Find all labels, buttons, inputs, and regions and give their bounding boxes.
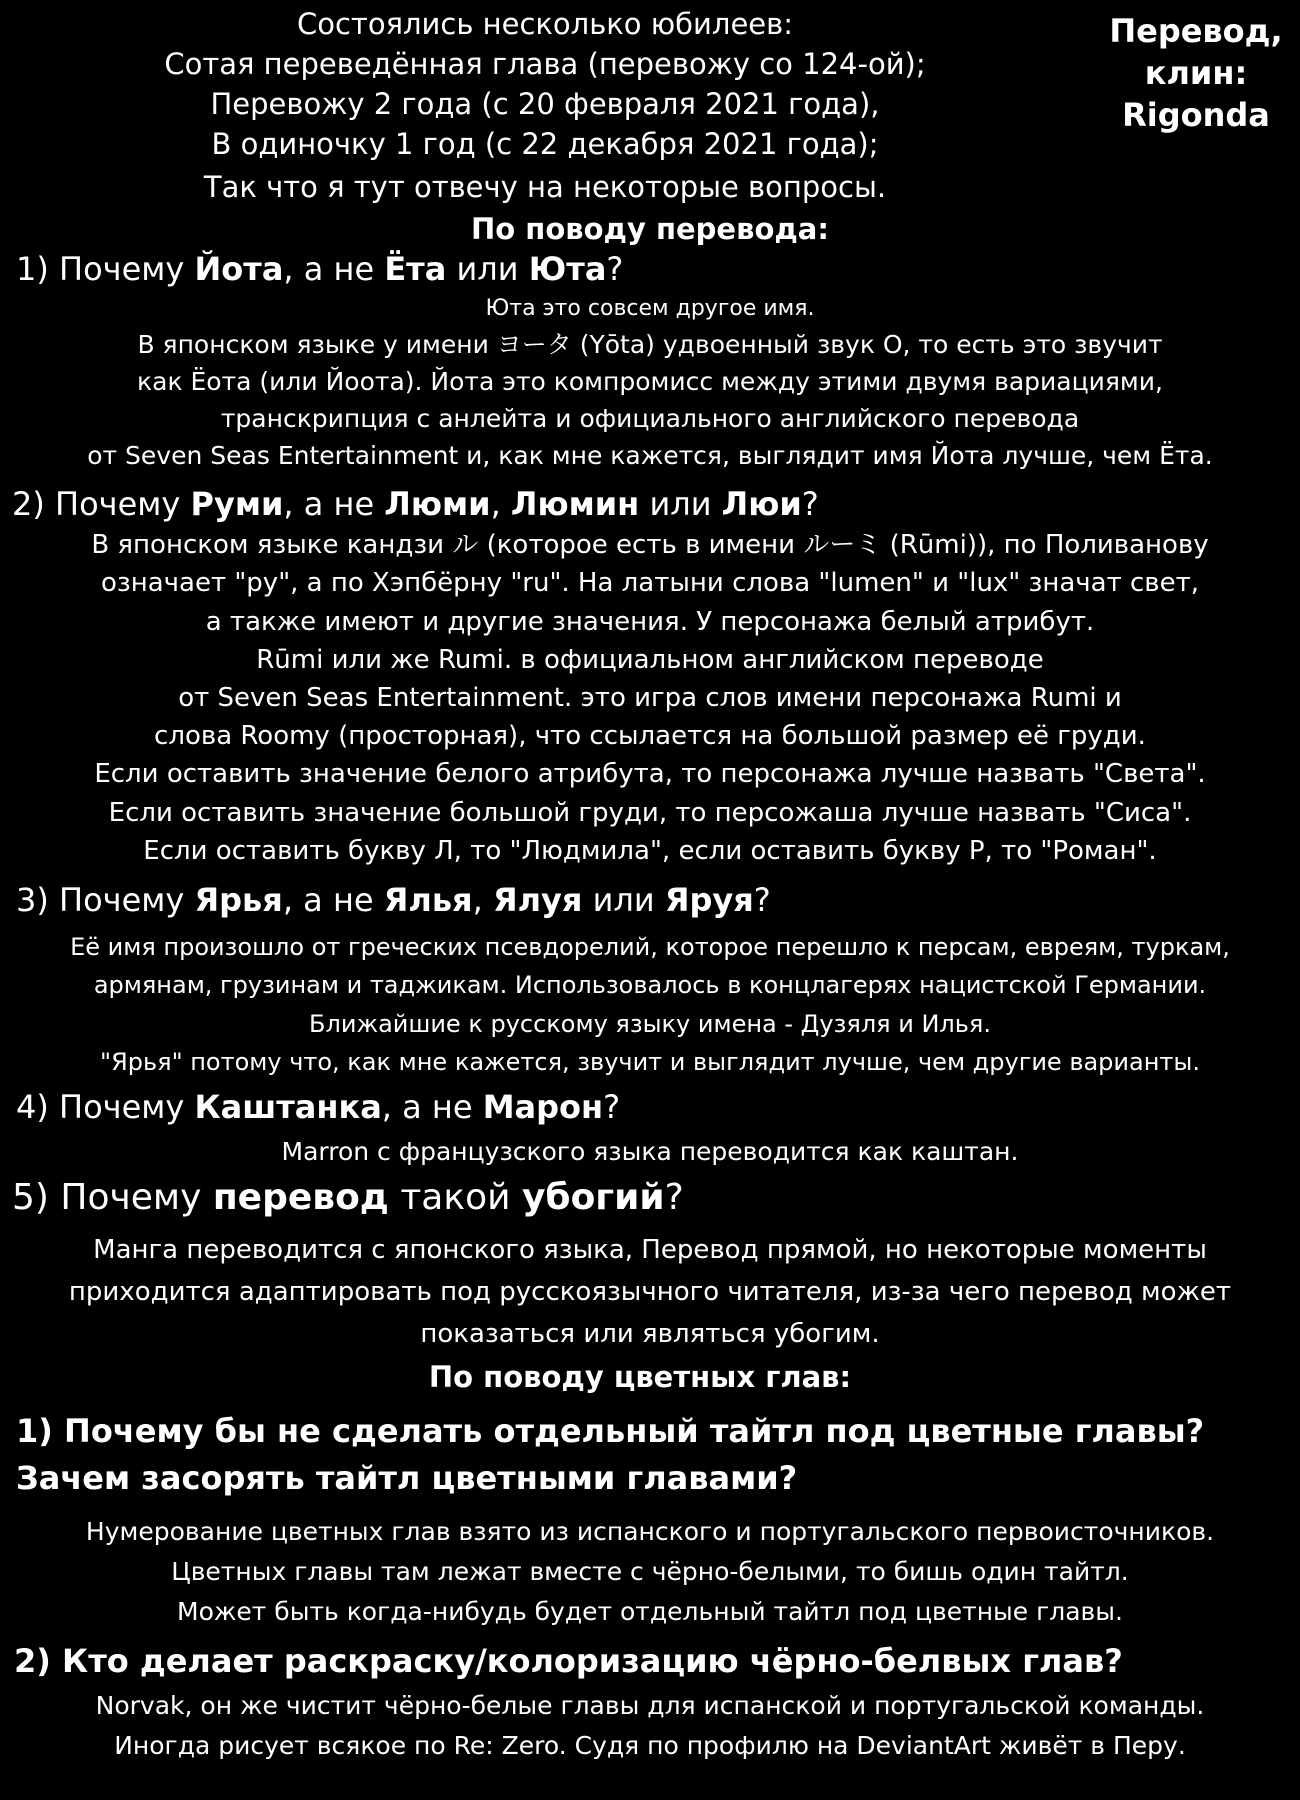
answer-line: Иногда рисует всякое по Re: Zero. Судя по профилю на DeviantArt живёт в Перу.	[114, 1731, 1186, 1760]
answer-line: Если оставить букву Л, то "Людмила", если оставить букву Р, то "Роман".	[143, 836, 1157, 866]
answer-line: "Ярья" потому что, как мне кажется, звучит и выглядит лучше, чем другие варианты.	[100, 1048, 1200, 1076]
answer-line: Цветных главы там лежат вместе с чёрно-белыми, то бишь один тайтл.	[171, 1557, 1129, 1586]
translator-credit	[1092, 10, 1300, 136]
answer-line: Norvak, он же чистит чёрно-белые главы для испанской и португальской команды.	[95, 1691, 1205, 1720]
intro-line: Сотая переведённая глава (перевожу со 124-ой);	[164, 47, 926, 81]
answer-line: приходится адаптировать под русскоязычного читателя, из-за чего перевод может	[68, 1277, 1232, 1307]
answer-line: В японском языке у имени ヨータ (Yōta) удвоенный звук О, то есть это звучит	[137, 330, 1163, 359]
answer-line: показаться или являться убогим.	[420, 1319, 880, 1349]
intro-line: В одиночку 1 год (с 22 декабря 2021 года);	[211, 127, 879, 161]
answer-line: Юта это совсем другое имя.	[485, 296, 815, 321]
answer-line: Rūmi или же Rumi. в официальном английском переводе	[256, 645, 1044, 675]
answer-line: Если оставить значение белого атрибута, то персонажа лучше назвать "Света".	[94, 759, 1206, 789]
answer-line: Манга переводится с японского языка, Перевод прямой, но некоторые моменты	[93, 1235, 1207, 1265]
credit-line: клин:	[1144, 54, 1248, 92]
answer-line: В японском языке кандзи ル (которое есть в имени ルーミ (Rūmi)), по Поливанову	[91, 530, 1209, 560]
answer-line: а также имеют и другие значения. У персонажа белый атрибут.	[205, 607, 1095, 637]
question-1: 1) Почему Йота, а не Ёта или Юта?	[16, 250, 624, 288]
answer-line: транскрипция с анлейта и официального английского перевода	[220, 404, 1080, 433]
answer-line: слова Roomy (просторная), что ссылается на большой размер её груди.	[154, 721, 1146, 751]
answer-line: от Seven Seas Entertainment и, как мне кажется, выглядит имя Йота лучше, чем Ёта.	[87, 441, 1213, 470]
answer-line: Её имя произошло от греческих псевдорелий, которое перешло к персам, евреям, туркам,	[70, 933, 1230, 961]
answer-line: Нумерование цветных глав взято из испанского и португальского первоисточников.	[85, 1517, 1215, 1546]
answer-line: означает "ру", а по Хэпбёрну "ru". На латыни слова "lumen" и "lux" значат свет,	[100, 568, 1200, 598]
color-question-1-cont: Зачем засорять тайтл цветными главами?	[16, 1459, 798, 1497]
question-2: 2) Почему Руми, а не Люми, Люмин или Люи?	[12, 485, 819, 523]
answer-line: армянам, грузинам и таджикам. Использовалось в концлагерях нацистской Германии.	[93, 971, 1207, 999]
answer-line: как Ёота (или Йоота). Йота это компромисс между этими двумя вариациями,	[137, 367, 1163, 396]
answer-line: Может быть когда-нибудь будет отдельный тайтл под цветные главы.	[177, 1597, 1123, 1626]
intro-line: Перевожу 2 года (с 20 февраля 2021 года),	[210, 87, 880, 121]
credit-line: Rigonda	[1122, 96, 1270, 134]
color-question-2: 2) Кто делает раскраску/колоризацию чёрно-белвых глав?	[14, 1642, 1123, 1680]
answer-line: Ближайшие к русскому языку имена - Дузяля и Илья.	[309, 1010, 991, 1038]
intro-line: Состоялись несколько юбилеев:	[297, 7, 793, 41]
question-5: 5) Почему перевод такой убогий?	[12, 1177, 684, 1218]
section-heading-translation: По поводу перевода:	[471, 212, 829, 246]
color-question-1: 1) Почему бы не сделать отдельный тайтл под цветные главы?	[16, 1412, 1205, 1450]
credit-line: Перевод,	[1109, 12, 1283, 50]
answer-line: от Seven Seas Entertainment. это игра слов имени персонажа Rumi и	[178, 683, 1122, 713]
answer-line: Если оставить значение большой груди, то персожаша лучше назвать "Сиса".	[108, 798, 1192, 828]
answer-line: Marron с французского языка переводится как каштан.	[281, 1137, 1019, 1166]
section-heading-color: По поводу цветных глав:	[428, 1360, 852, 1394]
question-4: 4) Почему Каштанка, а не Марон?	[16, 1088, 621, 1126]
intro-line: Так что я тут отвечу на некоторые вопросы.	[203, 170, 887, 204]
question-3: 3) Почему Ярья, а не Ялья, Ялуя или Яруя?	[16, 881, 771, 919]
